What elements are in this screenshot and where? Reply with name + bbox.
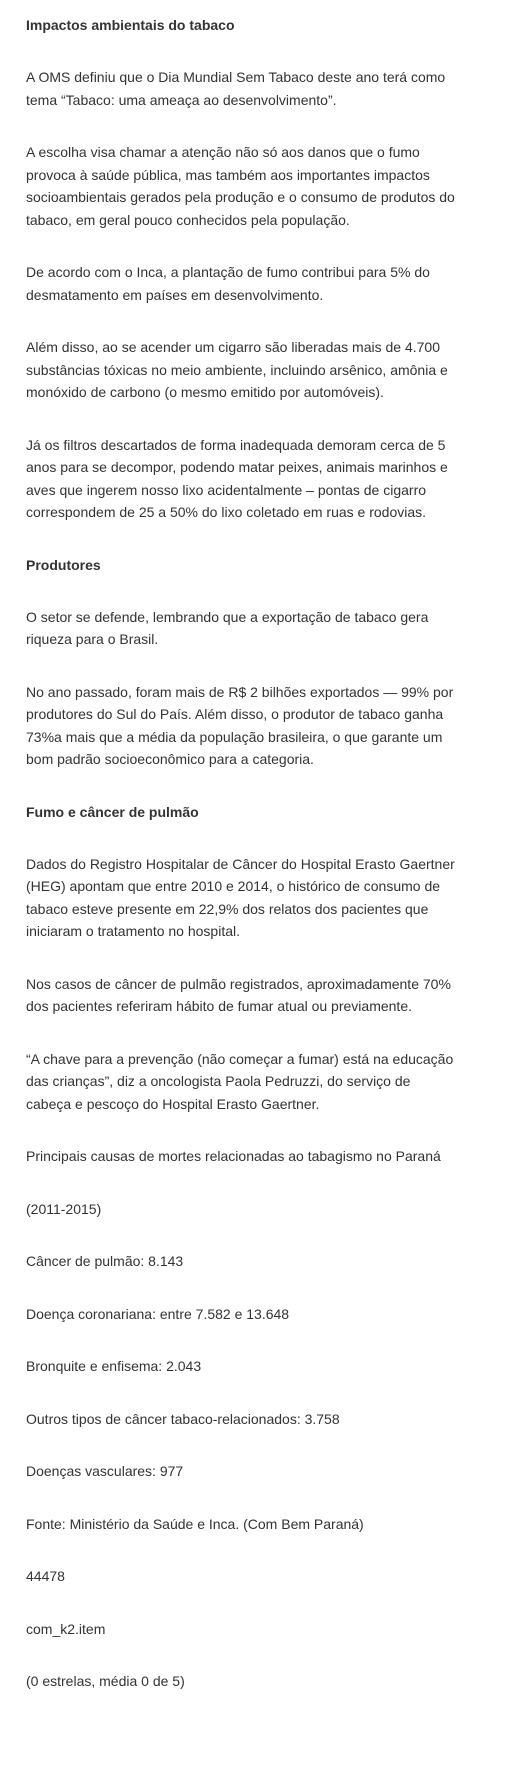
paragraph: De acordo com o Inca, a plantação de fumo contribui para 5% do desmatamento em países em desenvolvimento. — [26, 264, 430, 303]
paragraph: Dados do Registro Hospitalar de Câncer do Hospital Erasto Gaertner (HEG) apontam que entre 2010 e 2014, o histórico de consumo de tabaco esteve presente em 22,9% dos relatos dos pacientes que iniciaram o tratamento no hospital. — [26, 855, 455, 939]
paragraph: A escolha visa chamar a atenção não só aos danos que o fumo provoca à saúde pública, mas também aos importantes impactos socioambientais gerados pela produção e o consumo de produtos do tabaco, em geral pouco conhecidos pela população. — [26, 144, 455, 228]
paragraph: Nos casos de câncer de pulmão registrados, aproximadamente 70% dos pacientes referiram hábito de fumar atual ou previamente. — [26, 975, 451, 1014]
section-heading-produtores: Produtores — [26, 556, 101, 573]
source-line: Fonte: Ministério da Saúde e Inca. (Com Bem Paraná) — [26, 1515, 364, 1532]
item-id: 44478 — [26, 1568, 65, 1584]
paragraph: A OMS definiu que o Dia Mundial Sem Tabaco deste ano terá como tema “Tabaco: uma ameaça ao desenvolvimento”. — [26, 69, 446, 108]
paragraph: O setor se defende, lembrando que a exportação de tabaco gera riqueza para o Brasil. — [26, 608, 429, 647]
stat-line: Câncer de pulmão: 8.143 — [26, 1253, 184, 1269]
section-heading-fumo-cancer: Fumo e câncer de pulmão — [26, 803, 199, 820]
stat-line: Bronquite e enfisema: 2.043 — [26, 1358, 202, 1374]
stats-title: Principais causas de mortes relacionadas ao tabagismo no Paraná — [26, 1148, 441, 1164]
article-body — [26, 14, 456, 1693]
item-type: com_k2.item — [26, 1620, 106, 1637]
stats-period: (2011-2015) — [26, 1200, 102, 1217]
stat-line: Doenças vasculares: 977 — [26, 1463, 184, 1479]
stat-line: Doença coronariana: entre 7.582 e 13.648 — [26, 1305, 290, 1322]
paragraph: No ano passado, foram mais de R$ 2 bilhões exportados — 99% por produtores do Sul do País. Além disso, o produtor de tabaco ganha 73%a mais que a média da população brasileira, o que garante um bom padrão socioeconômico para a categoria. — [26, 683, 454, 767]
section-heading-impactos: Impactos ambientais do tabaco — [26, 17, 235, 33]
quote-paragraph: “A chave para a prevenção (não começar a fumar) está na educação das crianças”, diz a oncologista Paola Pedruzzi, do serviço de cabeça e pescoço do Hospital Erasto Gaertner. — [26, 1050, 454, 1112]
stat-line: Outros tipos de câncer tabaco-relacionados: 3.758 — [26, 1410, 340, 1427]
paragraph: Além disso, ao se acender um cigarro são liberadas mais de 4.700 substâncias tóxicas no meio ambiente, incluindo arsênico, amônia e monóxido de carbono (o mesmo emitido por automóveis). — [26, 339, 448, 400]
paragraph: Já os filtros descartados de forma inadequada demoram cerca de 5 anos para se decompor, podendo matar peixes, animais marinhos e aves que ingerem nosso lixo acidentalmente – pontas de cigarro correspondem de 25 a 50% do lixo coletado em ruas e rodovias. — [26, 436, 448, 520]
rating-text: (0 estrelas, média 0 de 5) — [26, 1673, 185, 1689]
